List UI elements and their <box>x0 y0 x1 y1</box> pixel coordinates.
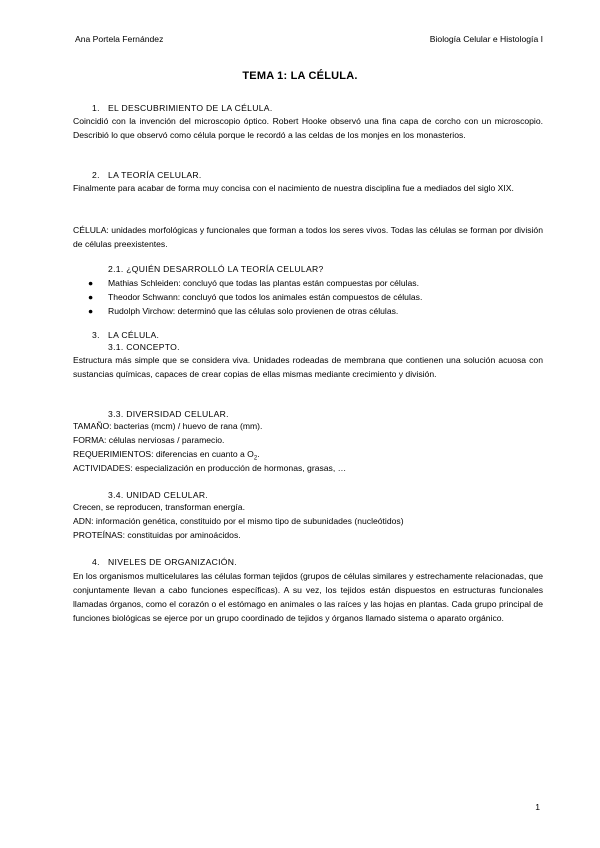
header-author: Ana Portela Fernández <box>75 34 164 44</box>
diversity-requirements-line: REQUERIMIENTOS: diferencias en cuanto a $O_2$. <box>73 449 260 462</box>
diversity-shape-line: FORMA: células nerviosas / paramecio. <box>73 435 225 445</box>
list-item: ● Rudolph Virchow: determinó que las células solo provienen de otras células. <box>88 306 399 316</box>
page-title: TEMA 1: LA CÉLULA. <box>242 70 358 82</box>
subsection-3-1-heading: 3.1. CONCEPTO. <box>108 342 180 352</box>
diversity-activities-line: ACTIVIDADES: especialización en producción de hormonas, grasas, … <box>73 463 347 473</box>
unity-dna-line: ADN: información genética, constituido por el mismo tipo de subunidades (nucleótidos) <box>73 516 404 526</box>
section-1-heading <box>92 103 273 113</box>
section-2-number: 2. <box>92 170 100 180</box>
cell-definition-paragraph: CÉLULA: unidades morfológicas y funcionales que forman a todos los seres vivos. Todas las células se forman por división de células preexistentes. <box>73 225 543 249</box>
section-4-number: 4. <box>92 557 100 567</box>
diversity-size-line: TAMAÑO: bacterias (mcm) / huevo de rana (mm). <box>73 421 263 431</box>
bullet-icon: ● <box>88 306 94 316</box>
section-4-heading <box>92 557 237 567</box>
section-3-heading <box>92 330 159 340</box>
cell-theory-list <box>88 276 422 318</box>
list-item: ● Mathias Schleiden: concluyó que todas las plantas están compuestas por células. <box>88 278 419 288</box>
list-item: ● Theodor Schwann: concluyó que todos los animales están compuestos de células. <box>88 292 423 302</box>
section-1-title: EL DESCUBRIMIENTO DE LA CÉLULA. <box>108 103 273 113</box>
subsection-3-3-heading: 3.3. DIVERSIDAD CELULAR. <box>108 409 229 419</box>
bullet-icon: ● <box>88 292 94 302</box>
unity-proteins-line: PROTEÍNAS: constituidas por aminoácidos. <box>73 530 241 540</box>
section-1-paragraph: Coincidió con la invención del microscopio óptico. Robert Hooke observó una fina capa de corcho con un microscopio. Describió lo que observó como célula porque le recordó a las celdas de los monjes en los monasterios. <box>73 116 543 140</box>
section-3-title: LA CÉLULA. <box>108 330 160 340</box>
subsection-3-4-heading: 3.4. UNIDAD CELULAR. <box>108 490 209 500</box>
header-course: Biología Celular e Histología I <box>429 34 543 44</box>
section-2-paragraph: Finalmente para acabar de forma muy concisa con el nacimiento de nuestra disciplina fue a mediados del siglo XIX. <box>73 183 514 193</box>
bullet-icon: ● <box>88 278 94 288</box>
section-1-number: 1. <box>92 103 100 113</box>
concept-paragraph: Estructura más simple que se considera viva. Unidades rodeadas de membrana que contienen una solución acuosa con sustancias químicas, capaces de crear copias de ellas mismas mediante crecimiento y división. <box>73 355 543 379</box>
section-2-title: LA TEORÍA CELULAR. <box>108 170 202 180</box>
section-4-title: NIVELES DE ORGANIZACIÓN. <box>108 557 237 567</box>
unity-growth-line: Crecen, se reproducen, transforman energía. <box>73 502 245 512</box>
section-2-heading <box>92 170 202 180</box>
page-number: 1 <box>535 802 540 812</box>
section-3-number: 3. <box>92 330 100 340</box>
organization-levels-paragraph: En los organismos multicelulares las células forman tejidos (grupos de células similares y estrechamente relacionadas, que conjuntamente llevan a cabo funciones específicas). A su vez, los tejidos están dispuestos en estructuras funcionales llamadas órganos, como el corazón o el estómago en animales o las raíces y las hojas en plantas. Cada grupo principal de funciones biológicas se ejerce por un grupo coordinado de tejidos y órganos llamado sistema o aparato orgánico. <box>73 571 543 623</box>
subsection-2-1-heading: 2.1. ¿QUIÉN DESARROLLÓ LA TEORÍA CELULAR? <box>108 264 324 274</box>
